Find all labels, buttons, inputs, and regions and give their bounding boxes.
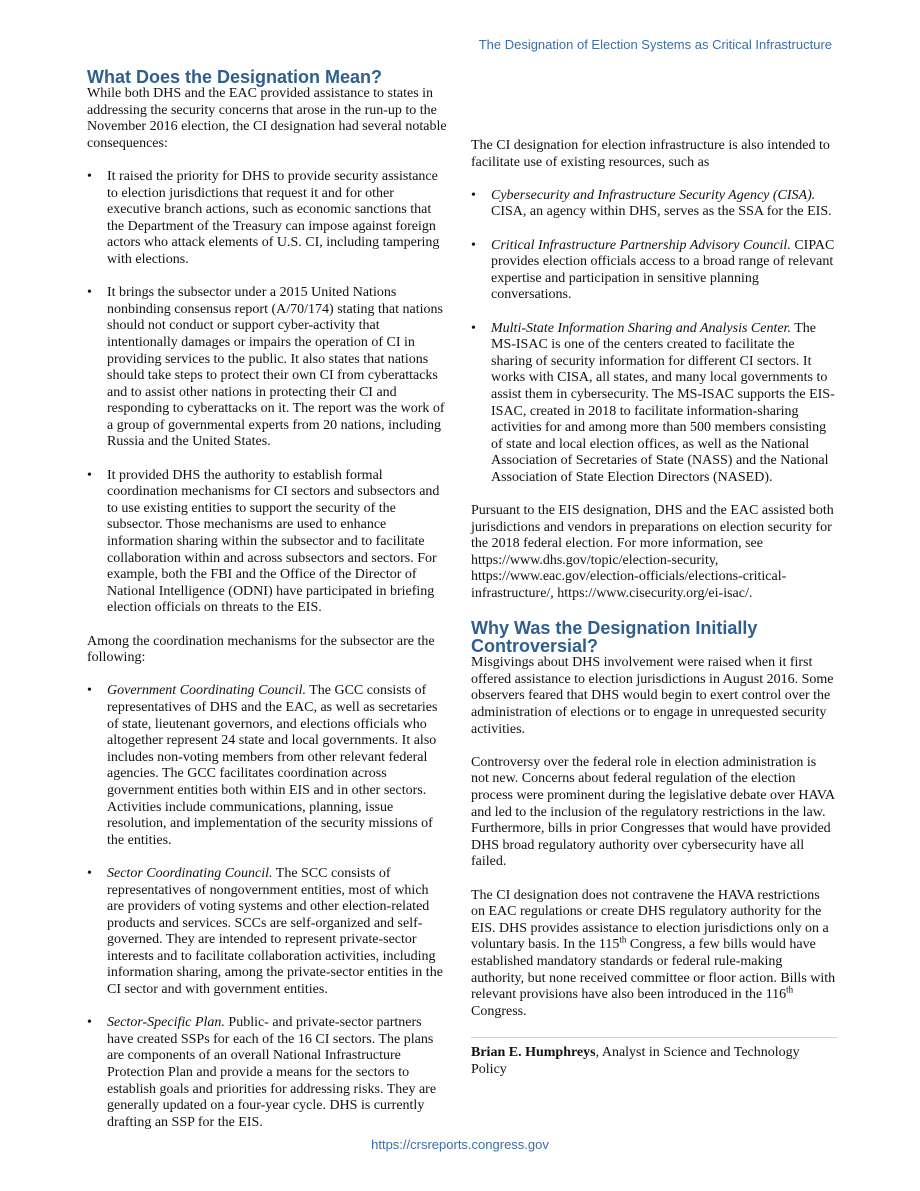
controversy-paragraph-2: Controversy over the federal role in election administration is not new. Concerns about federal regulation of the election process were prominent during the legislative debate over HAVA and led to the inclusion of the regulatory restrictions in the law. Furthermore, bills in prior Congresses that would have provided DHS broad regulatory authority over cybersecurity have all failed. — [471, 754, 835, 870]
term: Sector Coordinating Council. — [107, 865, 273, 881]
list-item: • It provided DHS the authority to establish formal coordination mechanisms for CI sectors and subsectors and to use existing entities to support the security of the subsector. Those mechanisms are used to enhance information sharing within the subsector and to facilitate collaboration within and across subsectors and sectors. For example, both the FBI and the Office of the Director of National Intelligence (ODNI) have participated in briefing election officials on threats to the EIS. — [87, 467, 440, 616]
left-column — [87, 68, 449, 1148]
author-name: Brian E. Humphreys — [471, 1044, 596, 1060]
list-item: • Sector Coordinating Council. The SCC consists of representatives of nongovernment entities, most of which are providers of voting systems and other election-related products and services. SCCs are self-organized and self-governed. They are intended to represent private-sector interests and to facilitate collaboration activities, including information sharing, among the private-sector entities in the CI sector and with government entities. — [87, 865, 443, 998]
resources-list — [471, 188, 837, 487]
controversy-paragraph-3: The CI designation does not contravene the HAVA restrictions on EAC regulations or create DHS regulatory authority for the EIS. DHS provides assistance to election jurisdictions only on a voluntary basis. In the 115th Congress, a few bills would have established mandatory standards or federal rule-making authority, but none received committee or floor action. Bills with relevant provisions have also been introduced in the 116th Congress. — [471, 887, 836, 1019]
author-divider — [471, 1037, 837, 1038]
mechanisms-intro: Among the coordination mechanisms for the subsector are the following: — [87, 633, 435, 666]
controversy-paragraph-1: Misgivings about DHS involvement were raised when it first offered assistance to election jurisdictions in August 2016. Some observers feared that DHS would begin to exert control over the administration of elections or to engage in unrequested security activities. — [471, 655, 834, 737]
bullet-icon: • — [87, 467, 92, 483]
resources-intro: The CI designation for election infrastructure is also intended to facilitate use of existing resources, such as — [471, 138, 830, 170]
bullet-icon: • — [87, 683, 92, 699]
section-heading-designation-meaning: What Does the Designation Mean? — [87, 67, 383, 87]
list-item: • Cybersecurity and Infrastructure Security Agency (CISA). CISA, an agency within DHS, serves as the SSA for the EIS. — [471, 187, 832, 220]
consequences-list — [87, 169, 449, 617]
author-credit — [471, 1044, 837, 1078]
bullet-icon: • — [471, 187, 476, 203]
bullet-icon: • — [87, 168, 92, 184]
intro-paragraph: While both DHS and the EAC provided assistance to states in addressing the security concerns that arose in the run-up to the November 2016 election, the CI designation had several notable consequences: — [87, 86, 447, 151]
bullet-icon: • — [87, 285, 92, 301]
list-item: • Government Coordinating Council. The GCC consists of representatives of DHS and the EAC, as well as secretaries of state, lieutenant governors, and elections officials who altogether represent 24 state and local governments. It also includes non-voting members from other relevant federal agencies. The GCC facilitates coordination across government entities both within EIS and in other sectors. Activities include communications, planning, issue resolution, and implementation of the security missions of the entities. — [87, 683, 438, 848]
term: Multi-State Information Sharing and Analysis Center. — [491, 320, 791, 336]
running-header: The Designation of Election Systems as Critical Infrastructure — [478, 37, 832, 52]
list-item: • Multi-State Information Sharing and Analysis Center. The MS-ISAC is one of the centers created to facilitate the sharing of security information for different CI sectors. It works with CISA, all states, and many local governments to assist them in cybersecurity. The MS-ISAC supports the EIS-ISAC, created in 2018 to facilitate information-sharing activities for and among more than 500 members consisting of state and local election offices, as well as the National Association of Secretaries of State (NASS) and the National Association of State Election Directors (NASED). — [471, 320, 835, 485]
section-heading-controversial: Why Was the Designation Initially Controversial? — [471, 618, 758, 657]
pursuant-paragraph: Pursuant to the EIS designation, DHS and the EAC assisted both jurisdictions and vendors in preparations on election security for the 2018 federal election. For more information, see https://www.dhs.gov/topic/election-security, https://www.eac.gov/election-officials/elections-critical-infrastructure/, https://www.cisecurity.org/ei-isac/. — [471, 503, 834, 602]
list-item: • It raised the priority for DHS to provide security assistance to election jurisdictions that request it and for other executive branch actions, such as economic sanctions that the Department of the Treasury can impose against foreign actors who attack elements of U.S. CI, including tampering with elections. — [87, 168, 440, 267]
term: Government Coordinating Council. — [107, 683, 306, 699]
term: Sector-Specific Plan. — [107, 1015, 225, 1031]
list-item: • It brings the subsector under a 2015 United Nations nonbinding consensus report (A/70/174) stating that nations should not conduct or support cyber-activity that intentionally damages or impairs the operation of CI in providing services to the public. It also states that nations should take steps to protect their own CI from cyberattacks and to assist other nations in protecting their CI and responding to cyberattacks on it. The report was the work of a group of governmental experts from 20 nations, including Russia and the United States. — [87, 285, 445, 450]
bullet-icon: • — [87, 1015, 92, 1031]
bullet-icon: • — [471, 237, 476, 253]
list-item: • Sector-Specific Plan. Public- and private-sector partners have created SSPs for each of the 16 CI sectors. The plans are components of an overall National Infrastructure Protection Plan and provide a means for the sectors to establish goals and priorities for addressing risks. They are generally updated on a four-year cycle. DHS is currently drafting an SSP for the EIS. — [87, 1015, 437, 1130]
author-title: , Analyst in Science and Technology Policy — [471, 1044, 800, 1077]
term: Critical Infrastructure Partnership Advisory Council. — [491, 237, 791, 253]
footer-url[interactable]: https://crsreports.congress.gov — [371, 1137, 549, 1152]
bullet-icon: • — [471, 320, 476, 336]
list-item: • Critical Infrastructure Partnership Advisory Council. CIPAC provides election officials access to a broad range of relevant expertise and participation in sensitive planning conversations. — [471, 237, 835, 303]
term: Cybersecurity and Infrastructure Security Agency (CISA). — [491, 187, 816, 203]
mechanisms-list — [87, 683, 449, 1131]
bullet-icon: • — [87, 865, 92, 881]
right-column — [471, 72, 837, 1078]
